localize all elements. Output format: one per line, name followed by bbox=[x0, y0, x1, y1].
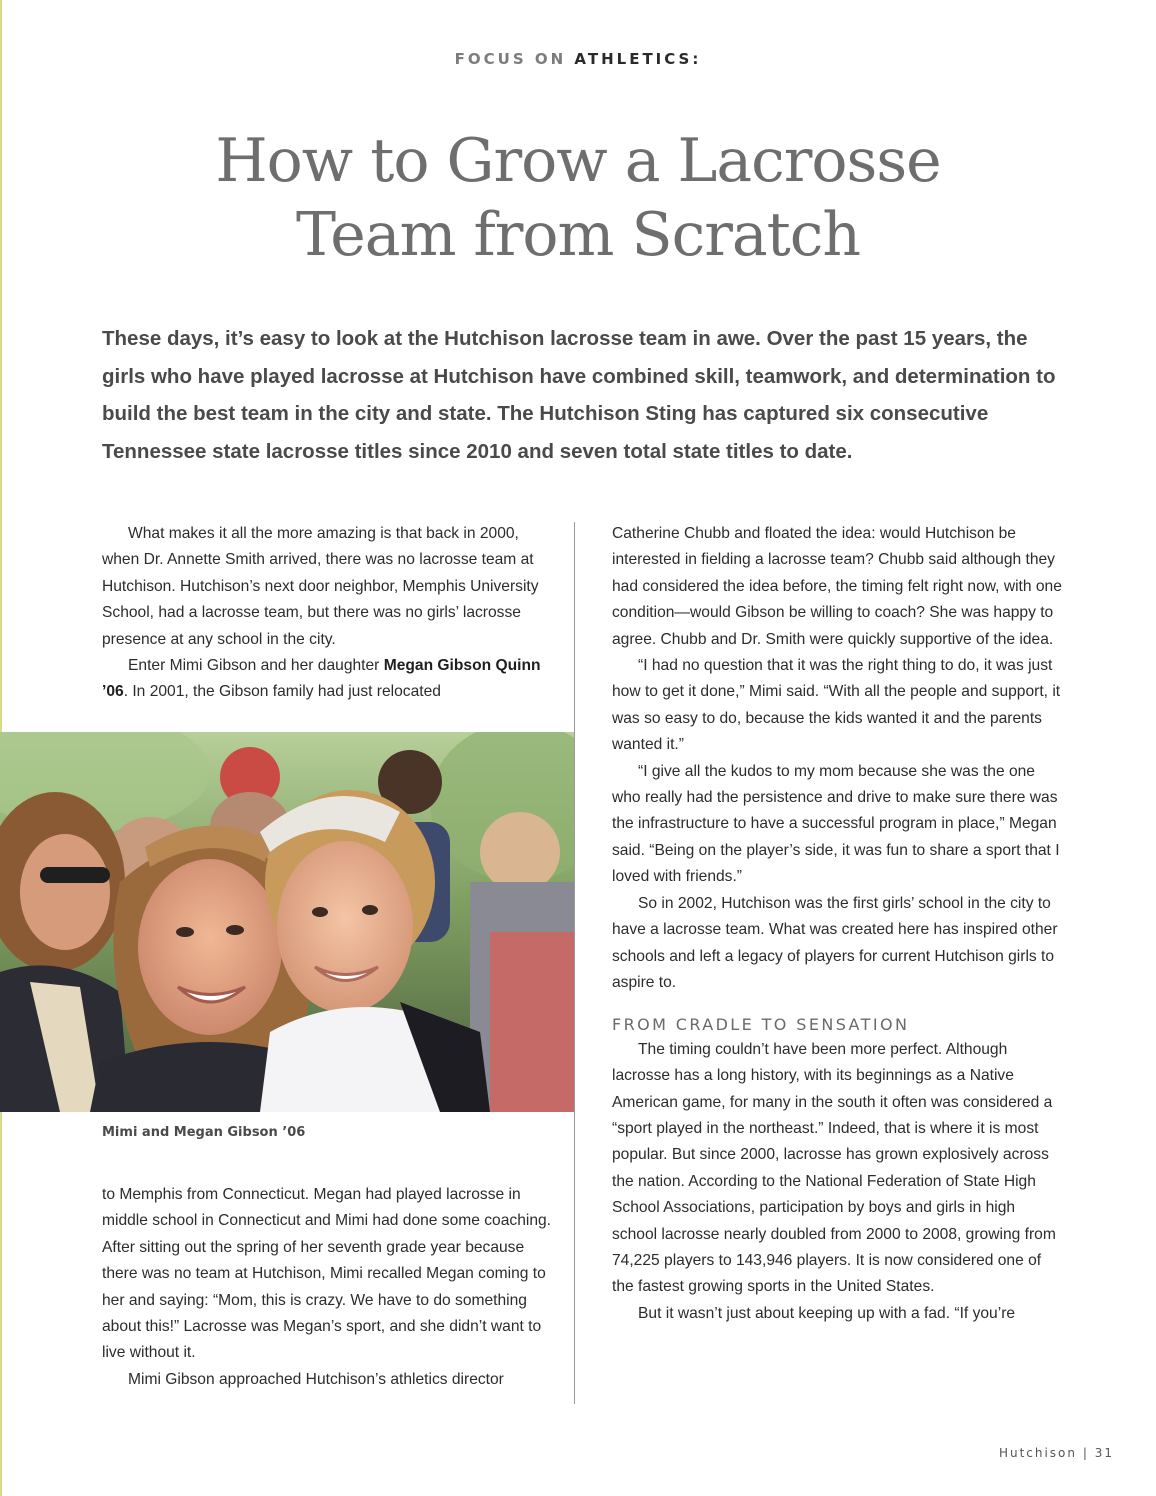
body-paragraph: Enter Mimi Gibson and her daughter Megan Gibson Quinn ’06. In 2001, the Gibson family had just relocated bbox=[102, 657, 541, 701]
body-paragraph: Catherine Chubb and floated the idea: would Hutchison be interested in fielding a lacrosse team? Chubb said although they had considered the idea before, the timing felt right now, with one condition—would Gibson be willing to coach? She was happy to agree. Chubb and Dr. Smith were quickly supportive of the idea. bbox=[612, 525, 1062, 648]
left-column-top bbox=[102, 521, 554, 706]
page-footer bbox=[999, 1446, 1114, 1460]
kicker-prefix: FOCUS ON bbox=[454, 50, 567, 68]
page-number: 31 bbox=[1094, 1446, 1114, 1460]
footer-separator: | bbox=[1082, 1446, 1089, 1460]
section-kicker bbox=[0, 50, 1156, 68]
body-paragraph: So in 2002, Hutchison was the first girls’ school in the city to have a lacrosse team. What was created here has inspired other schools and left a legacy of players for current Hutchison girls to aspire to. bbox=[612, 894, 1058, 991]
alumna-name: Megan Gibson Quinn ’06 bbox=[102, 657, 541, 701]
publication-name: Hutchison bbox=[998, 1446, 1078, 1460]
right-column bbox=[612, 521, 1062, 1327]
article-title bbox=[0, 124, 1156, 272]
body-paragraph: Mimi Gibson approached Hutchison’s athletics director bbox=[128, 1370, 504, 1388]
body-paragraph: What makes it all the more amazing is that back in 2000, when Dr. Annette Smith arrived, there was no lacrosse team at Hutchison. Hutchison’s next door neighbor, Memphis University School, had a lacrosse team, but there was no girls’ lacrosse presence at any school in the city. bbox=[102, 525, 539, 648]
left-column-bottom bbox=[102, 1182, 554, 1393]
mother-daughter-photo bbox=[0, 732, 575, 1112]
kicker-section: ATHLETICS: bbox=[574, 50, 702, 68]
body-paragraph: “I give all the kudos to my mom because she was the one who really had the persistence and drive to make sure there was the infrastructure to have a successful program in place,” Megan said. “Being on the player’s side, it was fun to share a sport that I loved with friends.” bbox=[612, 762, 1060, 886]
title-line-2: Team from Scratch bbox=[295, 200, 861, 270]
lead-paragraph: These days, it’s easy to look at the Hutchison lacrosse team in awe. Over the past 15 years, the girls who have played lacrosse at Hutchison have combined skill, teamwork, and determination to build the best team in the city and state. The Hutchison Sting has captured six consecutive Tennessee state lacrosse titles since 2010 and seven total state titles to date. bbox=[102, 327, 1056, 463]
title-line-1: How to Grow a Lacrosse bbox=[215, 126, 941, 196]
body-paragraph: The timing couldn’t have been more perfect. Although lacrosse has a long history, with its beginnings as a Native American game, for many in the south it often was considered a “sport played in the northeast.” Indeed, that is where it is most popular. But since 2000, lacrosse has grown explosively across the nation. According to the National Federation of State High School Associations, participation by boys and girls in high school lacrosse nearly doubled from 2000 to 2008, growing from 74,225 players to 143,946 players. It is now considered one of the fastest growing sports in the United States. bbox=[612, 1040, 1056, 1296]
column-divider bbox=[574, 522, 575, 1404]
body-paragraph: to Memphis from Connecticut. Megan had played lacrosse in middle school in Connecticut and Mimi had done some coaching. After sitting out the spring of her seventh grade year because there was no team at Hutchison, Mimi recalled Megan coming to her and saying: “Mom, this is crazy. We have to do something about this!” Lacrosse was Megan’s sport, and she didn’t want to live without it. bbox=[102, 1186, 552, 1362]
body-paragraph: “I had no question that it was the right thing to do, it was just how to get it done,” Mimi said. “With all the people and support, it was so easy to do, because the kids wanted it and the parents wanted it.” bbox=[612, 657, 1061, 754]
body-paragraph: But it wasn’t just about keeping up with a fad. “If you’re bbox=[638, 1304, 1016, 1322]
photo-caption: Mimi and Megan Gibson ’06 bbox=[102, 1125, 306, 1140]
section-subhead: FROM CRADLE TO SENSATION bbox=[612, 1015, 910, 1035]
